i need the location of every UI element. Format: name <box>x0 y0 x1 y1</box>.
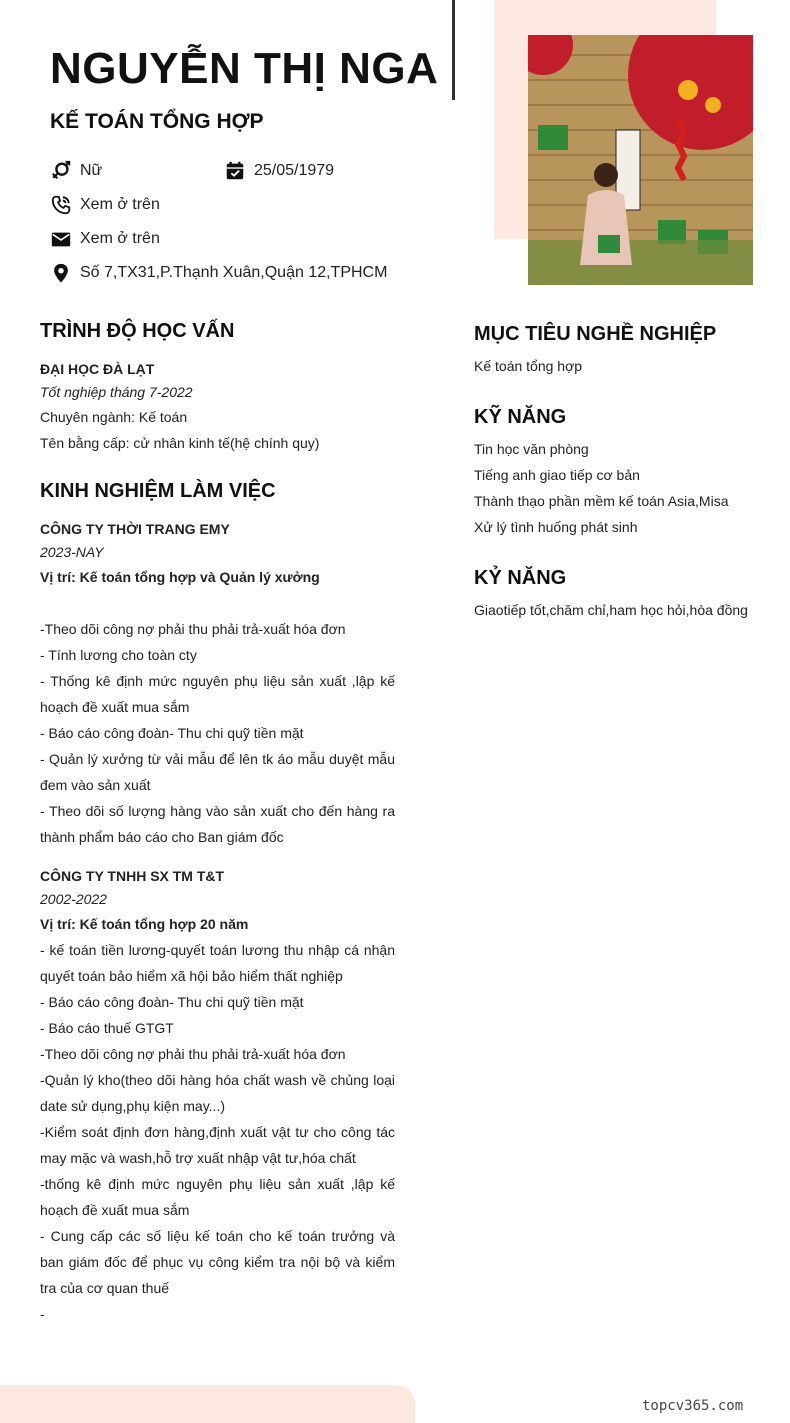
experience-title: KINH NGHIỆM LÀM VIỆC <box>40 480 276 502</box>
education-major: Chuyên ngành: Kế toán <box>40 409 188 425</box>
job-position: Vị trí: Kế toán tổng hợp 20 năm <box>40 916 249 932</box>
birthday-text: 25/05/1979 <box>254 162 335 179</box>
job-duty: - Báo cáo công đoàn- Thu chi quỹ tiền mặt <box>40 994 304 1010</box>
job-period: 2002-2022 <box>40 891 107 907</box>
job-duty: - Tính lương cho toàn cty <box>40 647 197 663</box>
email-text: Xem ở trên <box>80 230 160 247</box>
location-icon <box>50 262 72 284</box>
job-duty: - <box>40 1306 45 1322</box>
job-duty: - Theo dõi số lượng hàng vào sản xuất cho đến hàng ra thành phẩm báo cáo cho Ban giám đốc <box>40 803 395 845</box>
site-watermark: topcv365.com <box>642 1398 744 1414</box>
calendar-icon <box>224 160 246 182</box>
objective-text: Kế toán tổng hợp <box>474 358 583 374</box>
school-name: ĐẠI HỌC ĐÀ LẠT <box>40 361 155 377</box>
job-duty: -thống kê định mức nguyên phụ liệu sản xuất ,lập kế hoạch đề xuất mua sắm <box>40 1176 395 1218</box>
job-duty: - Thống kê định mức nguyên phụ liệu sản xuất ,lập kế hoạch đề xuất mua sắm <box>40 673 395 715</box>
job-duty: - kế toán tiền lương-quyết toán lương thu nhập cá nhận quyết toán bảo hiểm xã hội bảo hiểm thất nghiệp <box>40 942 395 984</box>
job-duty: - Cung cấp các số liệu kế toán cho kế toán trưởng và ban giám đốc để phục vụ công kiểm tra nội bộ và kiểm tra của cơ quan thuế <box>40 1228 395 1296</box>
email-icon <box>50 228 72 250</box>
job-company: CÔNG TY TNHH SX TM T&T <box>40 868 225 884</box>
job-company: CÔNG TY THỜI TRANG EMY <box>40 521 230 537</box>
gender-icon <box>50 160 72 182</box>
job-duty: -Theo dõi công nợ phải thu phải trả-xuất hóa đơn <box>40 1046 346 1062</box>
job-duty: - Báo cáo công đoàn- Thu chi quỹ tiền mặt <box>40 725 304 741</box>
phone-text: Xem ở trên <box>80 196 160 213</box>
phone-icon <box>50 194 72 216</box>
address-text: Số 7,TX31,P.Thạnh Xuân,Quận 12,TPHCM <box>80 264 388 281</box>
email-row <box>50 228 160 250</box>
soft-skills-text: Giaotiếp tốt,chăm chỉ,ham học hỏi,hòa đồng <box>474 602 748 618</box>
profile-photo <box>528 35 753 285</box>
soft-skills-title: KỶ NĂNG <box>474 567 567 589</box>
job-period: 2023-NAY <box>40 544 104 560</box>
job-duty: -Quản lý kho(theo dõi hàng hóa chất wash về chủng loại date sử dụng,phụ kiện may...) <box>40 1072 395 1114</box>
education-degree: Tên bằng cấp: cử nhân kinh tế(hệ chính quy) <box>40 435 320 451</box>
gender-text: Nữ <box>80 162 103 179</box>
education-title: TRÌNH ĐỘ HỌC VẤN <box>40 320 235 342</box>
job-duty: -Theo dõi công nợ phải thu phải trả-xuất hóa đơn <box>40 621 346 637</box>
skill-item: Thành thạo phần mềm kế toán Asia,Misa <box>474 493 729 509</box>
address-row <box>50 262 387 284</box>
candidate-name: NGUYỄN THỊ NGA <box>50 44 439 93</box>
job-duty: - Quản lý xưởng từ vải mẫu để lên tk áo mẫu duyệt mẫu đem vào sản xuất <box>40 751 395 793</box>
phone-row <box>50 194 160 216</box>
footer-accent-block <box>0 1385 415 1423</box>
job-duty: -Kiểm soát định đơn hàng,định xuất vật tư cho công tác may mặc và wash,hỗ trợ xuất nhập vật tư,hóa chất <box>40 1124 395 1166</box>
skill-item: Xử lý tình huống phát sinh <box>474 519 638 535</box>
graduation-date: Tốt nghiệp tháng 7-2022 <box>40 384 193 400</box>
objective-title: MỤC TIÊU NGHỀ NGHIỆP <box>474 323 717 345</box>
job-title: KẾ TOÁN TỔNG HỢP <box>50 110 264 133</box>
gender-row <box>50 160 102 182</box>
skill-item: Tin học văn phòng <box>474 441 589 457</box>
skills-title: KỸ NĂNG <box>474 406 567 428</box>
birthday-row <box>224 160 334 182</box>
header-divider <box>452 0 455 100</box>
job-duty: - Báo cáo thuế GTGT <box>40 1020 174 1036</box>
job-position: Vị trí: Kế toán tổng hợp và Quản lý xưởng <box>40 569 320 585</box>
skill-item: Tiếng anh giao tiếp cơ bản <box>474 467 640 483</box>
